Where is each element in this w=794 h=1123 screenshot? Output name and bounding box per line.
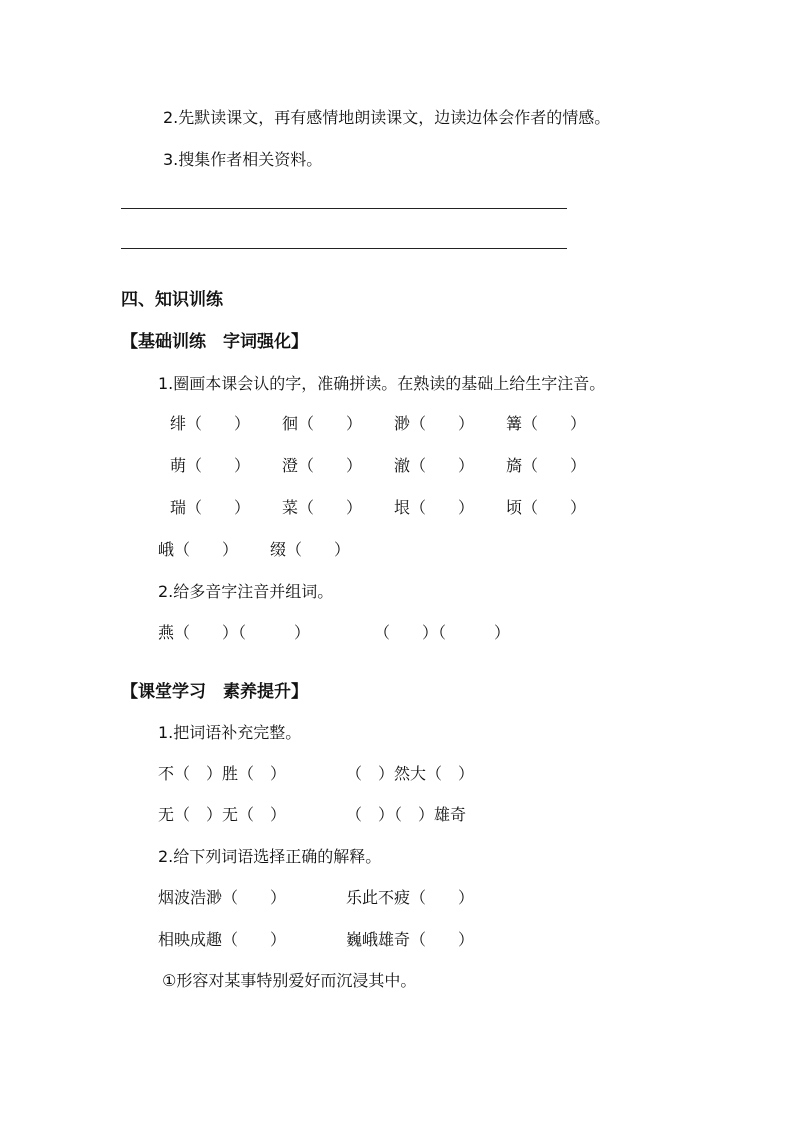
answer-line-2: [121, 248, 567, 249]
fill-item: 不（ ）胜（ ）: [158, 764, 287, 783]
char-item: 徊（ ）: [282, 414, 363, 433]
char-item: 篝（ ）: [506, 414, 587, 433]
char-item: 缀（ ）: [270, 540, 351, 559]
char-item: 瑞（ ）: [170, 498, 251, 517]
basic-q2: 2.给多音字注音并组词。: [158, 582, 334, 601]
answer-line-1: [121, 208, 567, 209]
word-item: 乐此不疲（ ）: [346, 888, 475, 907]
char-item: 澄（ ）: [282, 456, 363, 475]
word-item: 烟波浩渺（ ）: [158, 888, 287, 907]
polyphone-item: 燕（ ）（ ）: [158, 623, 311, 642]
definition-1: ①形容对某事特别爱好而沉浸其中。: [162, 971, 417, 990]
char-item: 渺（ ）: [394, 414, 475, 433]
char-item: 菜（ ）: [282, 498, 363, 517]
word-item: 巍峨雄奇（ ）: [346, 930, 475, 949]
class-heading: 【课堂学习 素养提升】: [121, 682, 308, 702]
fill-item: 无（ ）无（ ）: [158, 805, 287, 824]
char-item: 萌（ ）: [170, 456, 251, 475]
polyphone-item: （ ）（ ）: [374, 623, 511, 642]
char-item: 顷（ ）: [506, 498, 587, 517]
char-item: 峨（ ）: [158, 540, 239, 559]
fill-item: （ ）（ ）雄奇: [346, 805, 467, 824]
basic-heading: 【基础训练 字词强化】: [121, 332, 308, 352]
prep-item-2: 2.先默读课文，再有感情地朗读课文，边读边体会作者的情感。: [163, 108, 611, 127]
prep-item-3: 3.搜集作者相关资料。: [163, 150, 323, 169]
class-q1: 1.把词语补充完整。: [158, 723, 302, 742]
basic-q1: 1.圈画本课会认的字，准确拼读。在熟读的基础上给生字注音。: [158, 374, 606, 393]
word-item: 相映成趣（ ）: [158, 930, 287, 949]
fill-item: （ ）然大（ ）: [346, 764, 475, 783]
char-item: 绯（ ）: [170, 414, 251, 433]
char-item: 澈（ ）: [394, 456, 475, 475]
char-item: 垠（ ）: [394, 498, 475, 517]
char-item: 旖（ ）: [506, 456, 587, 475]
section-title: 四、知识训练: [121, 290, 223, 310]
class-q2: 2.给下列词语选择正确的解释。: [158, 847, 382, 866]
